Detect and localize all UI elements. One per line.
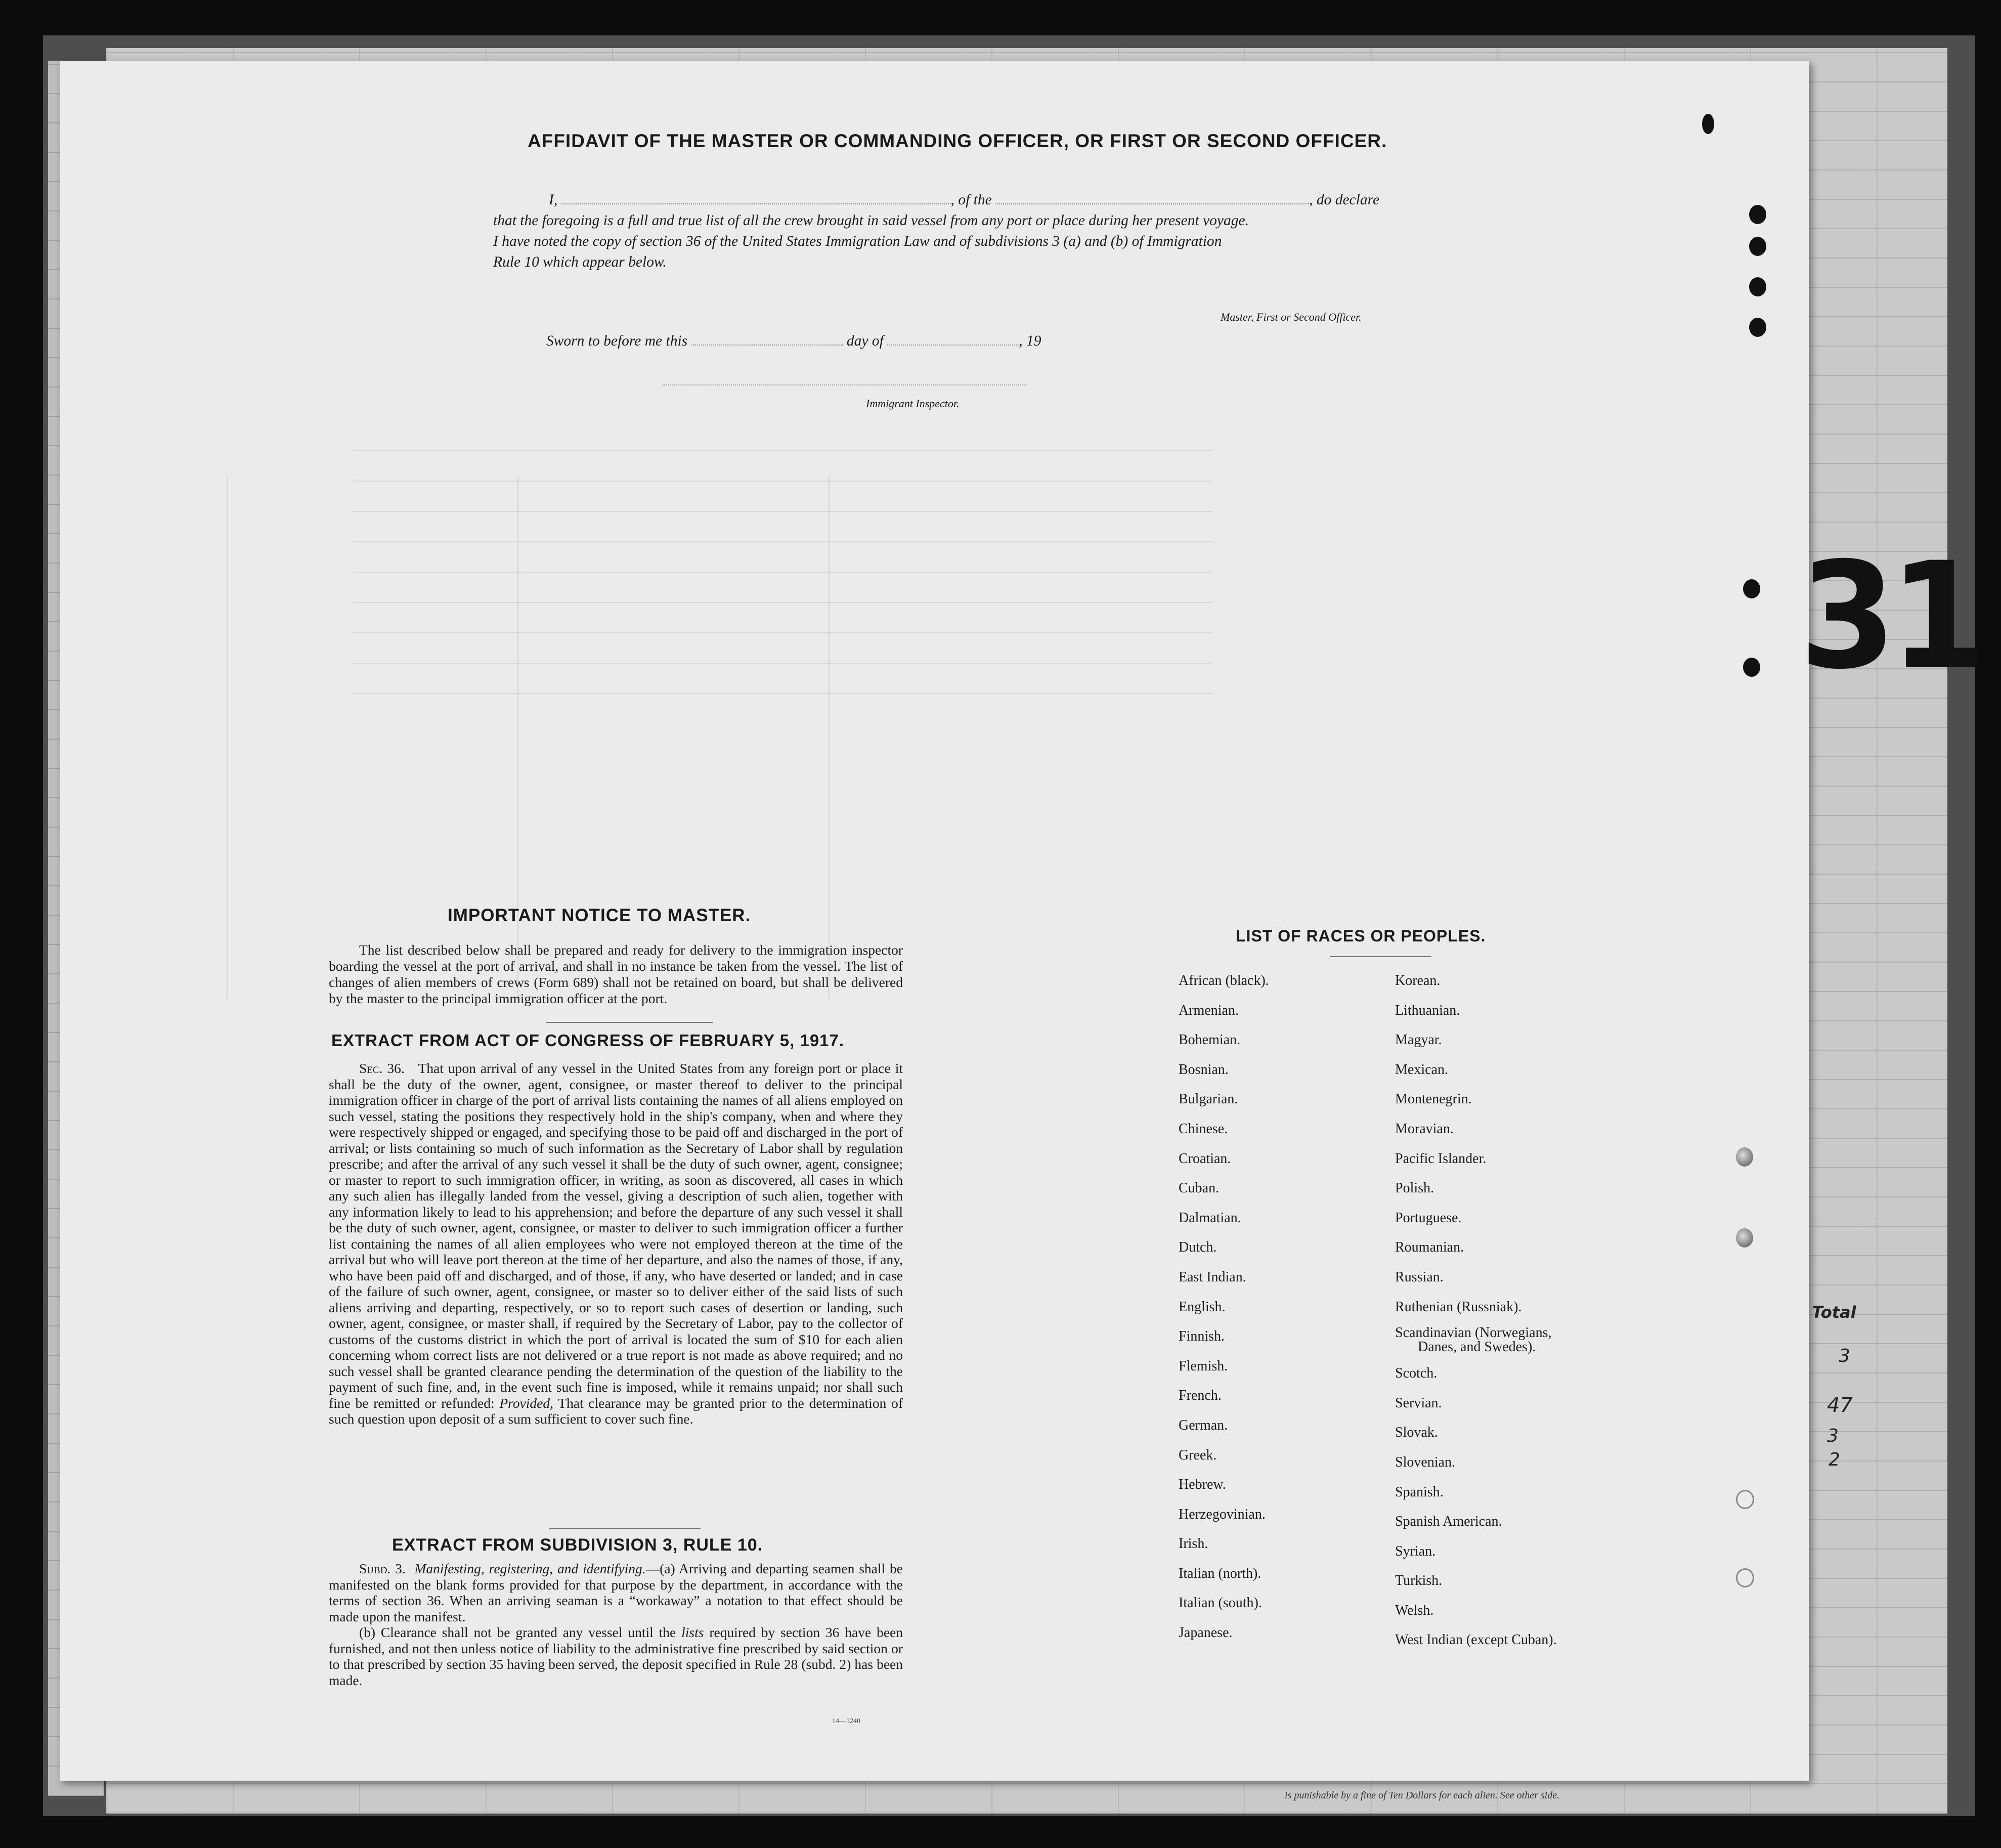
race-item: Cuban. (1179, 1180, 1220, 1196)
rule-extract-title: EXTRACT FROM SUBDIVISION 3, RULE 10. (392, 1535, 763, 1555)
race-item: Russian. (1395, 1269, 1444, 1285)
races-column-1 (1179, 966, 1269, 1648)
race-item: Croatian. (1179, 1150, 1231, 1167)
race-item: Pacific Islander. (1395, 1150, 1487, 1167)
day-of-label: day of (846, 333, 884, 349)
race-item: Bohemian. (1179, 1032, 1241, 1048)
race-item: Magyar. (1395, 1032, 1442, 1048)
race-item: Roumanian. (1395, 1239, 1464, 1256)
sworn-label: Sworn to before me this (546, 333, 688, 349)
race-item: English. (1179, 1299, 1226, 1315)
notice-body (329, 942, 903, 1007)
punch-hole (1736, 1147, 1753, 1167)
immigrant-inspector-label: Immigrant Inspector. (866, 397, 960, 410)
race-item: German. (1179, 1417, 1228, 1433)
sworn-line (546, 333, 1041, 350)
race-item: Syrian. (1395, 1543, 1436, 1559)
punch-hole (1749, 205, 1766, 224)
affidavit-of-the: , of the (950, 192, 992, 208)
race-item: Italian (north). (1179, 1565, 1262, 1581)
rule-subd-title: Manifesting, registering, and identifying. (414, 1561, 646, 1576)
race-item: Chinese. (1179, 1121, 1228, 1137)
race-item: Bosnian. (1179, 1061, 1229, 1078)
race-item: Dalmatian. (1179, 1210, 1241, 1226)
race-item: Slovak. (1395, 1425, 1438, 1441)
act-extract-body (329, 1060, 903, 1427)
race-item: Japanese. (1179, 1625, 1233, 1641)
race-item: Korean. (1395, 973, 1441, 989)
punch-hole (1743, 658, 1760, 677)
race-item: Scotch. (1395, 1365, 1438, 1382)
affidavit-i: I, (549, 192, 558, 208)
race-item: French. (1179, 1388, 1222, 1404)
race-item: Turkish. (1395, 1573, 1443, 1589)
act-extract-title: EXTRACT FROM ACT OF CONGRESS OF FEBRUARY 5, 1917. (331, 1031, 845, 1050)
affidavit-do-declare: , do declare (1309, 192, 1380, 208)
race-item: Scandinavian (Norwegians, (1395, 1325, 1552, 1341)
side-total-value: 2 (1829, 1449, 1840, 1470)
act-provided: Provided, (499, 1395, 554, 1411)
race-item: Dutch. (1179, 1239, 1217, 1256)
race-item: Montenegrin. (1395, 1091, 1472, 1107)
punch-hole (1702, 114, 1714, 134)
race-item: Slovenian. (1395, 1454, 1455, 1470)
side-total-value: 3 (1839, 1346, 1850, 1366)
race-item: Moravian. (1395, 1121, 1454, 1137)
notice-title: IMPORTANT NOTICE TO MASTER. (448, 906, 751, 925)
races-column-2 (1395, 966, 1557, 1655)
punch-hole (1749, 237, 1766, 256)
race-item: Hebrew. (1179, 1477, 1226, 1493)
year-label: , 19 (1019, 333, 1041, 349)
race-item: Polish. (1395, 1180, 1434, 1196)
races-title: LIST OF RACES OR PEOPLES. (1236, 927, 1486, 945)
race-item: West Indian (except Cuban). (1395, 1632, 1557, 1648)
race-item: Flemish. (1179, 1358, 1228, 1374)
race-item: Armenian. (1179, 1002, 1239, 1018)
race-item: Bulgarian. (1179, 1091, 1238, 1107)
act-section-label: Sec. 36. (359, 1060, 405, 1076)
act-section-text: That upon arrival of any vessel in the United States from any foreign port or place it shall be the duty of the owner, agent, consignee, or master thereof to deliver to the principal immigration officer in charge of the port of arrival lists containing the names of all aliens employed on such vessel, stating the positions they respectively hold in the ship's company, when and where they were respectively shipped or engaged, and specifying those to be paid off and discharged in the port of arrival; or lists containing so much of such information as the Secretary of Labor shall by regulation prescribe; and after the arrival of any such vessel it shall be the duty of such owner, agent, consignee; or master to report to such immigration officer, in writing, as soon as discovered, all cases in which any such alien has illegally landed from the vessel, giving a description of such alien, together with any information likely to lead to his apprehension; and before the departure of any such vessel it shall be the duty of such owner, agent, consignee, or master to deliver to such immigration officer a further list containing the names of all alien employees who were not employed thereon at the time of the arrival but who will leave port thereon at the time of her departure, and also the names of those, if any, who have been paid off and discharged, and of those, if any, who have deserted or landed; and in case of the failure of such owner, agent, consignee, or master so to deliver either of the said lists of such aliens arriving and departing, respectively, or so to report such cases of desertion or landing, such owner, agent, consignee, or master shall, if required by the Secretary of Labor, pay to the collector of customs of the customs district in which the port of arrival is located the sum of $10 for each alien concerning whom correct lists are not delivered or a true report is not made as above required; and no such vessel shall be granted clearance pending the determination of the question of the liability to the payment of such fine, and, in the event such fine is imposed, while it remains unpaid; nor shall such fine be remitted or refunded: (329, 1060, 903, 1411)
affidavit-line-4: Rule 10 which appear below. (493, 254, 667, 270)
race-item: Lithuanian. (1395, 1002, 1460, 1018)
affidavit-line-3: I have noted the copy of section 36 of the United States Immigration Law and of subdivisions 3 (a) and (b) of Immigration (493, 233, 1222, 249)
race-item: Servian. (1395, 1395, 1442, 1411)
race-item: Portuguese. (1395, 1210, 1462, 1226)
rule-para-a: —(a) Arriving and departing seamen shall be manifested on the blank forms provided for that purpose by the department, in accordance with the terms of section 36. When an arriving seaman is a “workaway” a notation to that effect should be made upon the manifest. (329, 1561, 903, 1624)
rule-para-b-1: (b) Clearance shall not be granted any vessel until the (359, 1624, 676, 1640)
rule-para-b-2: required by section 36 have been furnished, and not then unless notice of liability to the administrative fine prescribed by said section or to that prescribed by section 35 having been served, the deposit specified in Rule 28 (subd. 2) has been made. (329, 1624, 903, 1688)
act-section-text-end: That clearance may be granted prior to the determination of such question upon deposit of a sum sufficient to cover such fine. (329, 1395, 903, 1427)
race-item: Finnish. (1179, 1328, 1225, 1345)
affidavit-declaration (493, 190, 1444, 273)
underlying-bottom-note: is punishable by a fine of Ten Dollars for each alien. See other side. (1285, 1790, 1560, 1801)
affidavit-line-2: that the foregoing is a full and true list of all the crew brought in said vessel from any port or place during her present voyage. (493, 212, 1249, 229)
punch-hole (1736, 1568, 1754, 1587)
handwritten-sheet-number: 31 (1799, 531, 1980, 702)
race-item: Spanish American. (1395, 1514, 1502, 1530)
rule-para-b-lists: lists (681, 1624, 704, 1640)
race-item: Danes, and Swedes). (1418, 1339, 1536, 1355)
race-item: Mexican. (1395, 1061, 1448, 1078)
rule-subd-label: Subd. 3. (359, 1561, 406, 1576)
race-item: Herzegovinian. (1179, 1506, 1266, 1522)
punch-hole (1749, 318, 1766, 337)
side-total-value: 47 (1827, 1394, 1853, 1417)
punch-hole (1736, 1490, 1754, 1509)
race-item: Spanish. (1395, 1484, 1444, 1500)
race-item: Irish. (1179, 1536, 1208, 1552)
race-item: Italian (south). (1179, 1595, 1262, 1611)
punch-hole (1749, 277, 1766, 296)
race-item: Welsh. (1395, 1602, 1434, 1618)
form-number: 14—1240 (832, 1717, 860, 1725)
race-item: East Indian. (1179, 1269, 1246, 1285)
punch-hole (1736, 1228, 1753, 1248)
rule-extract-body (329, 1561, 903, 1688)
punch-hole (1743, 579, 1760, 598)
race-item: African (black). (1179, 973, 1269, 989)
notice-body-text: The list described below shall be prepared and ready for delivery to the immigration inspector boarding the vessel at the port of arrival, and shall in no instance be taken from the vessel. The list of changes of alien members of crews (Form 689) shall not be retained on board, but shall be delivered by the master to the principal immigration officer at the port. (329, 942, 903, 1006)
signature-label: Master, First or Second Officer. (1221, 311, 1362, 323)
side-total-label: Total (1812, 1303, 1856, 1322)
race-item: Greek. (1179, 1447, 1217, 1463)
affidavit-title: AFFIDAVIT OF THE MASTER OR COMMANDING OFFICER, OR FIRST OR SECOND OFFICER. (528, 131, 1387, 151)
race-item: Ruthenian (Russniak). (1395, 1299, 1522, 1315)
side-total-value: 3 (1827, 1426, 1839, 1446)
